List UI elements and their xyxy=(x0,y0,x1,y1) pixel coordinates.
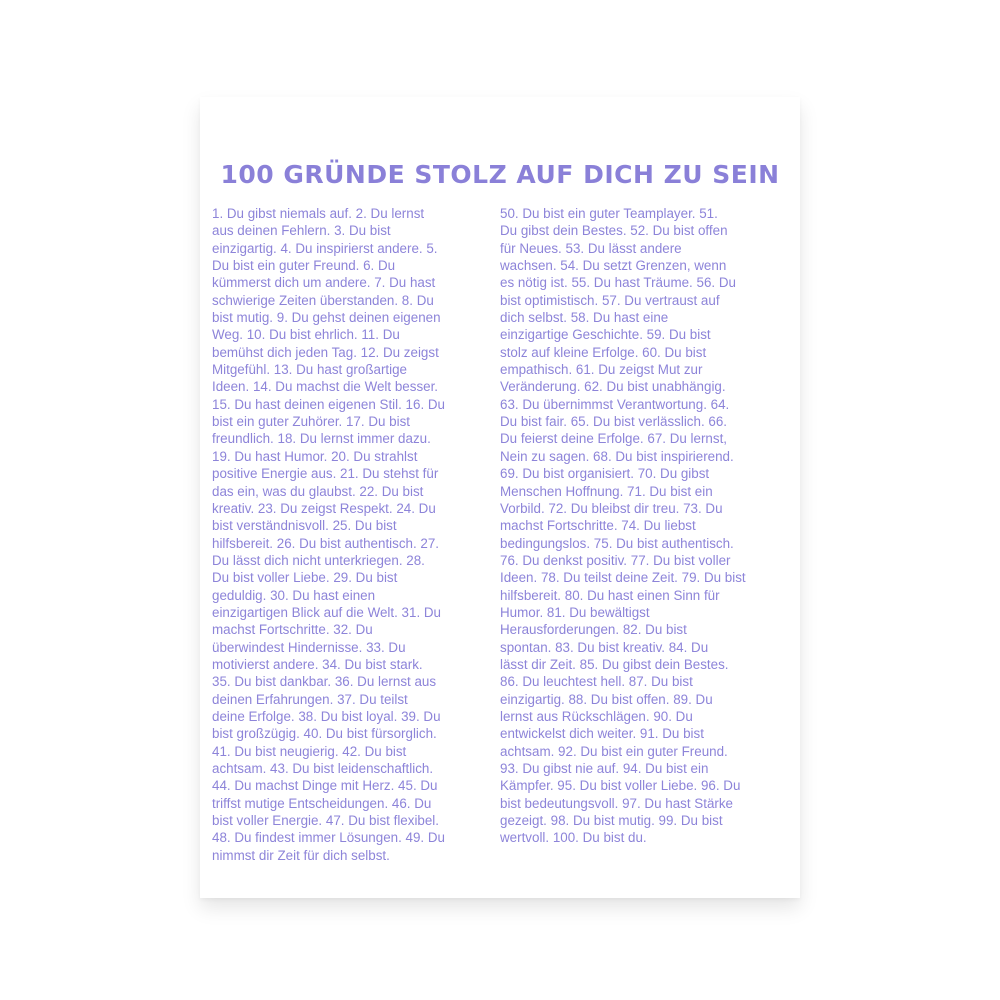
reasons-column-right: 50. Du bist ein guter Teamplayer. 51. Du gibst dein Bestes. 52. Du bist offen für Neues. 53. Du lässt andere wachsen. 54. Du setzt Grenzen, wenn es nötig ist. 55. Du hast Träume. 56. Du bist optimistisch. 57. Du vertraust auf dich selbst. 58. Du hast eine einzigartige Geschichte. 59. Du bist stolz auf kleine Erfolge. 60. Du bist empathisch. 61. Du zeigst Mut zur Veränderung. 62. Du bist unabhängig. 63. Du übernimmst Verantwortung. 64. Du bist fair. 65. Du bist verlässlich. 66. Du feierst deine Erfolge. 67. Du lernst, Nein zu sagen. 68. Du bist inspirierend. 69. Du bist organisiert. 70. Du gibst Menschen Hoffnung. 71. Du bist ein Vorbild. 72. Du bleibst dir treu. 73. Du machst Fortschritte. 74. Du liebst bedingungslos. 75. Du bist authentisch. 76. Du denkst positiv. 77. Du bist voller Ideen. 78. Du teilst deine Zeit. 79. Du bist hilfsbereit. 80. Du hast einen Sinn für Humor. 81. Du bewältigst Herausforderungen. 82. Du bist spontan. 83. Du bist kreativ. 84. Du lässt dir Zeit. 85. Du gibst dein Bestes. 86. Du leuchtest hell. 87. Du bist einzigartig. 88. Du bist offen. 89. Du lernst aus Rückschlägen. 90. Du entwickelst dich weiter. 91. Du bist achtsam. 92. Du bist ein guter Freund. 93. Du gibst nie auf. 94. Du bist ein Kämpfer. 95. Du bist voller Liebe. 96. Du bist bedeutungsvoll. 97. Du hast Stärke gezeigt. 98. Du bist mutig. 99. Du bist wertvoll. 100. Du bist du. xyxy=(500,206,746,846)
poster-sheet xyxy=(200,97,800,898)
reasons-column-left: 1. Du gibst niemals auf. 2. Du lernst aus deinen Fehlern. 3. Du bist einzigartig. 4. Du inspirierst andere. 5. Du bist ein guter Freund. 6. Du kümmerst dich um andere. 7. Du hast schwierige Zeiten überstanden. 8. Du bist mutig. 9. Du gehst deinen eigenen Weg. 10. Du bist ehrlich. 11. Du bemühst dich jeden Tag. 12. Du zeigst Mitgefühl. 13. Du hast großartige Ideen. 14. Du machst die Welt besser. 15. Du hast deinen eigenen Stil. 16. Du bist ein guter Zuhörer. 17. Du bist freundlich. 18. Du lernst immer dazu. 19. Du hast Humor. 20. Du strahlst positive Energie aus. 21. Du stehst für das ein, was du glaubst. 22. Du bist kreativ. 23. Du zeigst Respekt. 24. Du bist verständnisvoll. 25. Du bist hilfsbereit. 26. Du bist authentisch. 27. Du lässt dich nicht unterkriegen. 28. Du bist voller Liebe. 29. Du bist geduldig. 30. Du hast einen einzigartigen Blick auf die Welt. 31. Du machst Fortschritte. 32. Du überwindest Hindernisse. 33. Du motivierst andere. 34. Du bist stark. 35. Du bist dankbar. 36. Du lernst aus deinen Erfahrungen. 37. Du teilst deine Erfolge. 38. Du bist loyal. 39. Du bist großzügig. 40. Du bist fürsorglich. 41. Du bist neugierig. 42. Du bist achtsam. 43. Du bist leidenschaftlich. 44. Du machst Dinge mit Herz. 45. Du triffst mutige Entscheidungen. 46. Du bist voller Energie. 47. Du bist flexibel. 48. Du findest immer Lösungen. 49. Du nimmst dir Zeit für dich selbst. xyxy=(212,206,446,863)
poster-title: 100 GRÜNDE STOLZ AUF DICH ZU SEIN xyxy=(220,160,780,189)
